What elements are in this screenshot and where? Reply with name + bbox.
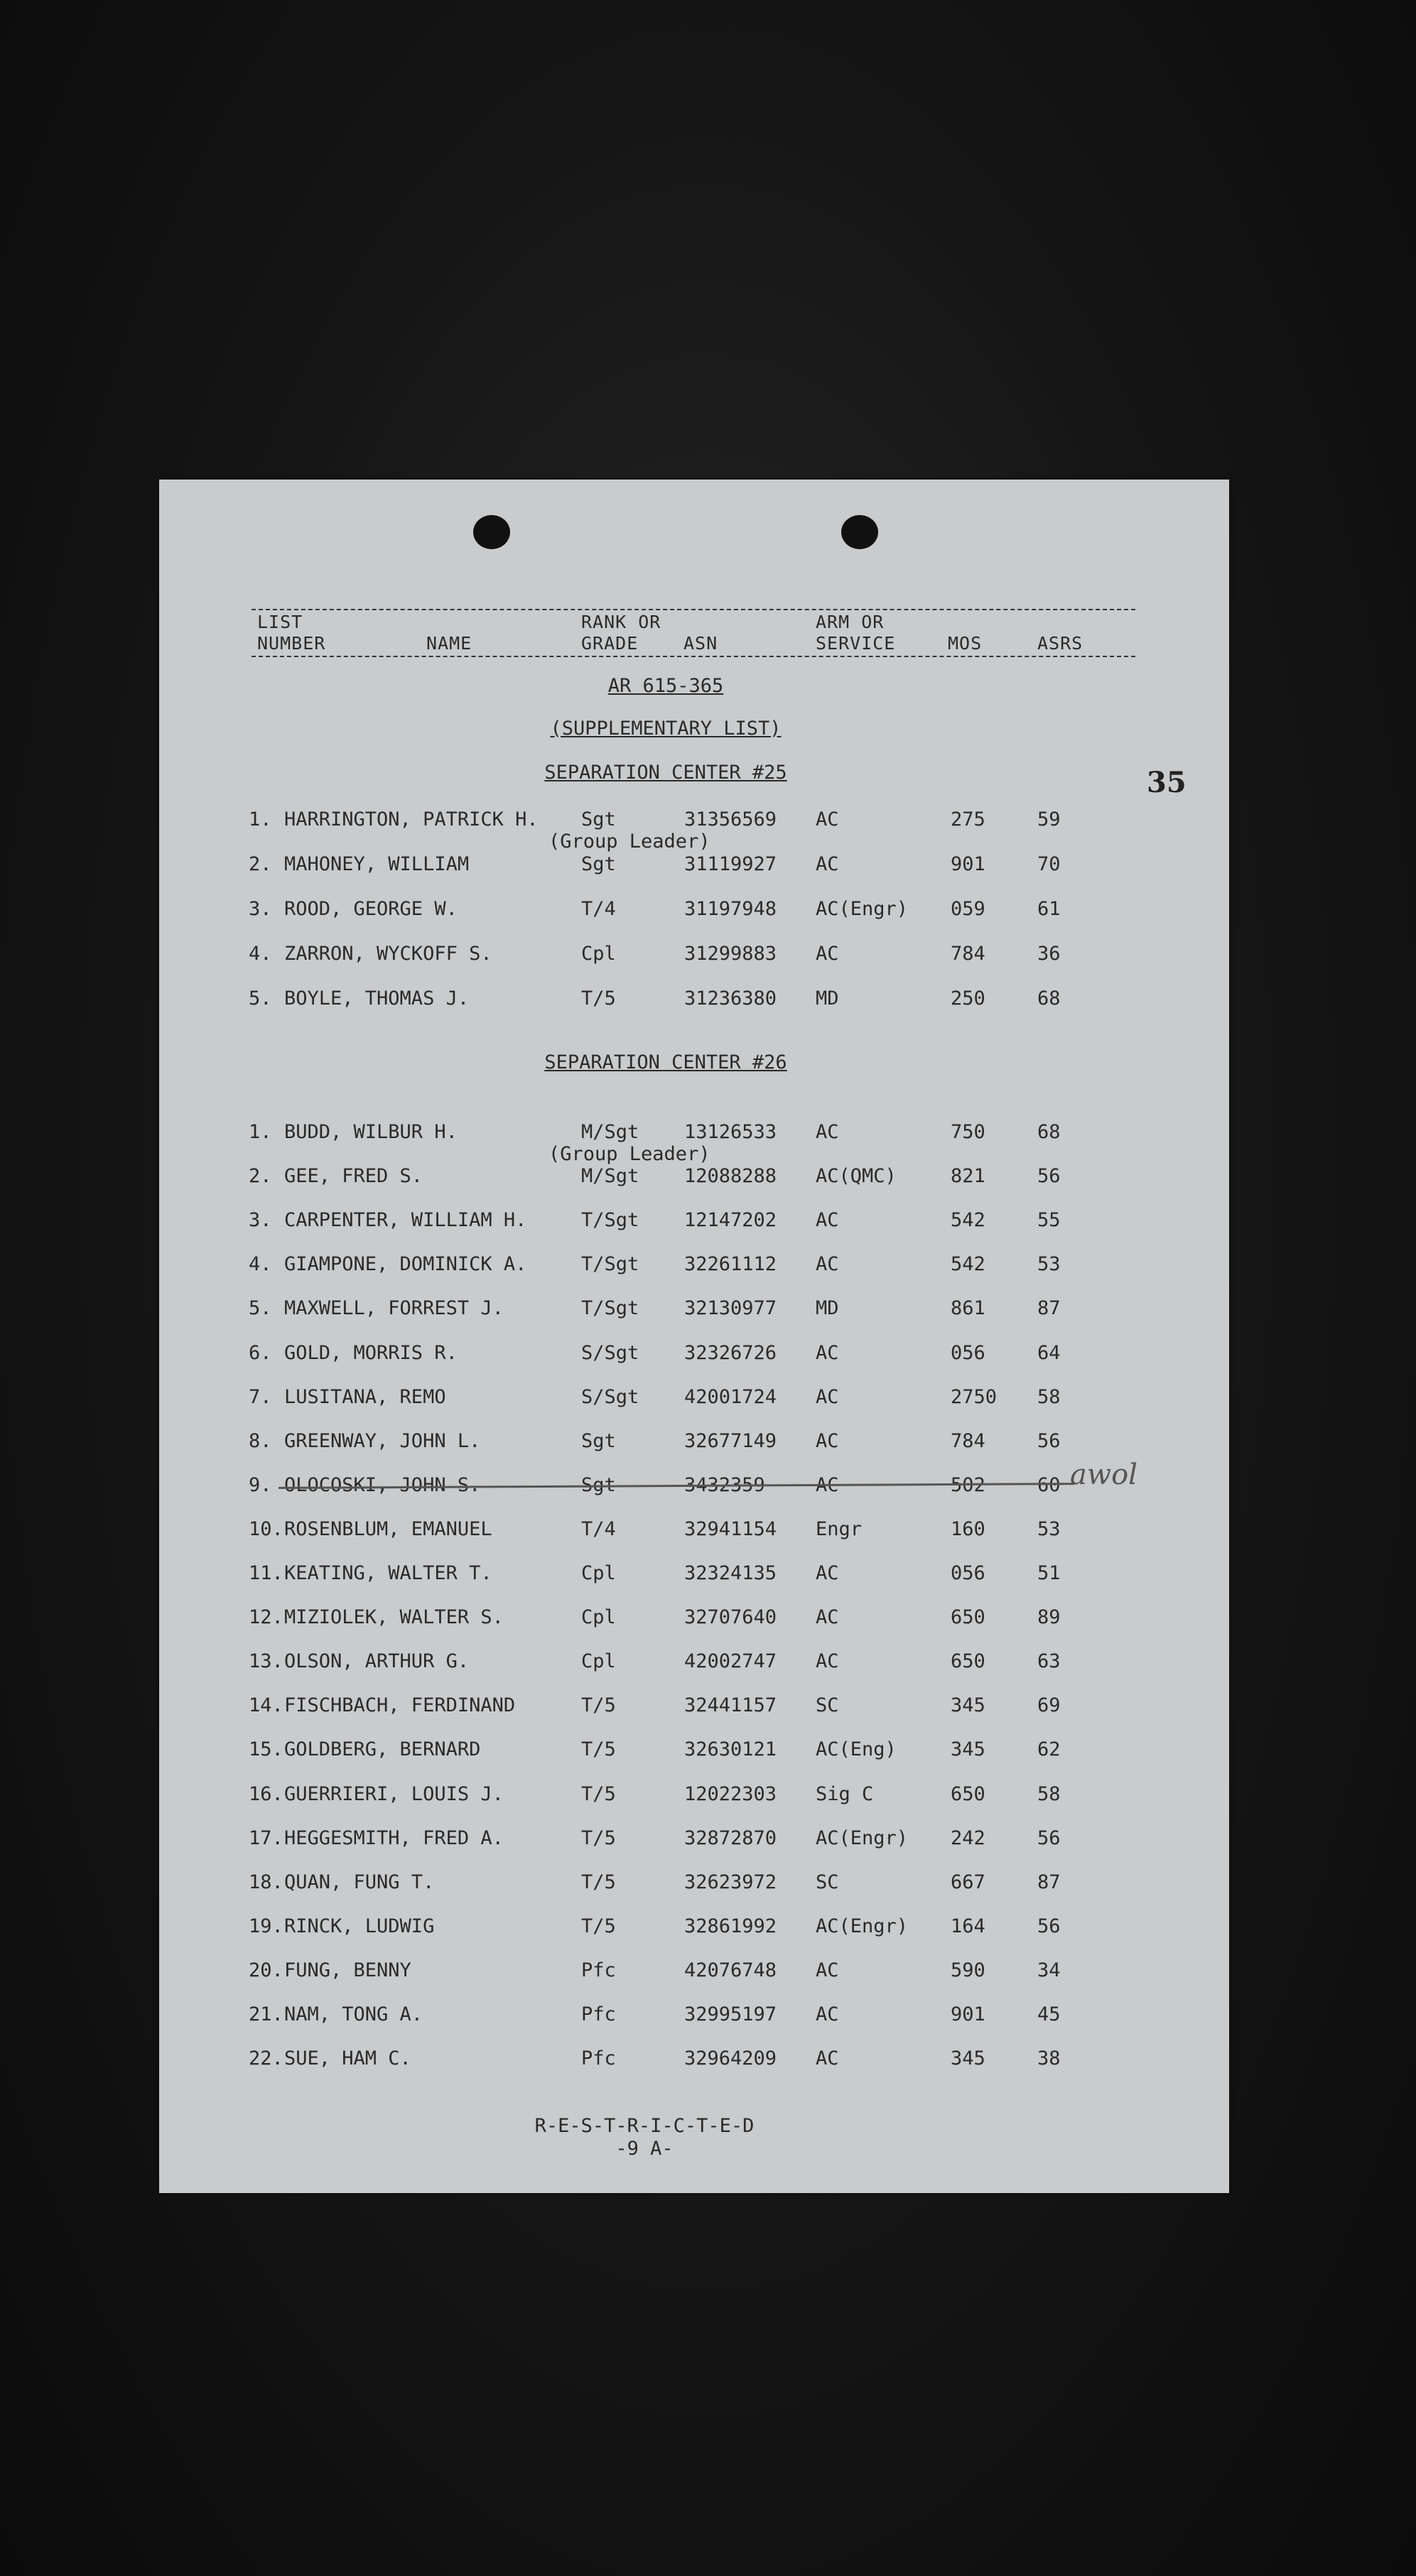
cell-arm: AC(Engr) [816, 898, 909, 920]
cell-rank: Pfc [581, 2003, 616, 2025]
cell-num: 4. [249, 943, 272, 965]
cell-name: ROOD, GEORGE W. [284, 898, 458, 920]
cell-asrs: 59 [1037, 808, 1061, 830]
cell-num: 4. [249, 1253, 272, 1275]
table-row [159, 1783, 1229, 1807]
cell-rank: T/5 [581, 1783, 616, 1805]
cell-mos: 059 [951, 898, 985, 920]
cell-asn: 31236380 [684, 987, 777, 1010]
cell-name: MIZIOLEK, WALTER S. [284, 1606, 504, 1628]
cell-asrs: 62 [1037, 1738, 1061, 1760]
cell-asn: 31197948 [684, 898, 777, 920]
cell-num: 8. [249, 1430, 272, 1452]
cell-mos: 275 [951, 808, 985, 830]
cell-rank: T/Sgt [581, 1253, 639, 1275]
cell-asn: 42076748 [684, 1959, 777, 1981]
cell-num: 9. [249, 1474, 272, 1496]
cell-name: MAHONEY, WILLIAM [284, 853, 470, 875]
cell-num: 18. [249, 1871, 283, 1893]
cell-asn: 32964209 [684, 2047, 777, 2069]
cell-mos: 821 [951, 1165, 985, 1187]
cell-name: BOYLE, THOMAS J. [284, 987, 470, 1010]
cell-arm: AC [816, 853, 839, 875]
cell-asrs: 56 [1037, 1430, 1061, 1452]
cell-asrs: 55 [1037, 1209, 1061, 1231]
header-mos: MOS [948, 633, 983, 654]
cell-asn: 32326726 [684, 1342, 777, 1364]
cell-rank: Cpl [581, 943, 616, 965]
cell-arm: AC [816, 943, 839, 965]
cell-asn: 32995197 [684, 2003, 777, 2025]
cell-rank: S/Sgt [581, 1386, 639, 1408]
cell-name: SUE, HAM C. [284, 2047, 411, 2069]
cell-rank: M/Sgt [581, 1121, 639, 1143]
cell-rank: S/Sgt [581, 1342, 639, 1364]
cell-name: GIAMPONE, DOMINICK A. [284, 1253, 527, 1275]
cell-arm: AC [816, 2047, 839, 2069]
cell-num: 7. [249, 1386, 272, 1408]
table-row [159, 1871, 1229, 1895]
cell-num: 14. [249, 1694, 283, 1716]
table-row [159, 2003, 1229, 2028]
cell-num: 17. [249, 1827, 283, 1849]
cell-mos: 650 [951, 1650, 985, 1672]
cell-mos: 345 [951, 1738, 985, 1760]
cell-asrs: 51 [1037, 1562, 1061, 1584]
cell-asn: 32861992 [684, 1915, 777, 1937]
cell-asn: 32324135 [684, 1562, 777, 1584]
cell-arm: AC [816, 1562, 839, 1584]
cell-mos: 784 [951, 943, 985, 965]
cell-arm: Sig C [816, 1783, 874, 1805]
cell-asn: 42002747 [684, 1650, 777, 1672]
header-asrs: ASRS [1037, 633, 1083, 654]
table-row [159, 943, 1229, 967]
cell-arm: AC [816, 808, 839, 830]
cell-arm: AC [816, 1342, 839, 1364]
table-row [159, 1121, 1229, 1145]
cell-rank: T/Sgt [581, 1209, 639, 1231]
cell-asrs: 45 [1037, 2003, 1061, 2025]
cell-asrs: 34 [1037, 1959, 1061, 1981]
table-row [159, 1915, 1229, 1939]
cell-asrs: 60 [1037, 1474, 1061, 1496]
cell-name: ZARRON, WYCKOFF S. [284, 943, 492, 965]
header-arm-service: ARM OR SERVICE [816, 612, 896, 654]
cell-num: 3. [249, 898, 272, 920]
table-row [159, 1209, 1229, 1233]
cell-mos: 590 [951, 1959, 985, 1981]
header-rank-grade: RANK OR GRADE [581, 612, 661, 654]
cell-arm: AC [816, 1430, 839, 1452]
cell-num: 1. [249, 808, 272, 830]
table-row [159, 1738, 1229, 1763]
cell-arm: MD [816, 987, 839, 1010]
cell-asn: 13126533 [684, 1121, 777, 1143]
cell-mos: 242 [951, 1827, 985, 1849]
cell-arm: AC [816, 1121, 839, 1143]
cell-mos: 650 [951, 1606, 985, 1628]
punch-hole-left [473, 515, 510, 549]
cell-name: MAXWELL, FORREST J. [284, 1297, 504, 1319]
cell-rank: Sgt [581, 1474, 616, 1496]
cell-arm: AC [816, 1209, 839, 1231]
cell-asrs: 58 [1037, 1783, 1061, 1805]
cell-rank: Sgt [581, 853, 616, 875]
cell-num: 10. [249, 1518, 283, 1540]
cell-mos: 542 [951, 1209, 985, 1231]
cell-num: 22. [249, 2047, 283, 2069]
cell-asn: 42001724 [684, 1386, 777, 1408]
cell-mos: 784 [951, 1430, 985, 1452]
cell-arm: MD [816, 1297, 839, 1319]
cell-asrs: 61 [1037, 898, 1061, 920]
cell-mos: 345 [951, 2047, 985, 2069]
cell-rank: Sgt [581, 808, 616, 830]
cell-asrs: 87 [1037, 1871, 1061, 1893]
table-row [159, 1165, 1229, 1189]
cell-asrs: 70 [1037, 853, 1061, 875]
table-row [159, 1342, 1229, 1366]
table-row [159, 1827, 1229, 1851]
cell-arm: AC [816, 1606, 839, 1628]
cell-name: NAM, TONG A. [284, 2003, 423, 2025]
cell-arm: SC [816, 1694, 839, 1716]
table-row [159, 1694, 1229, 1719]
header-rule-top [252, 609, 1135, 610]
cell-name: ROSENBLUM, EMANUEL [284, 1518, 492, 1540]
page-number: 35 [1147, 766, 1187, 799]
cell-name: RINCK, LUDWIG [284, 1915, 435, 1937]
cell-rank: T/Sgt [581, 1297, 639, 1319]
list-type: (SUPPLEMENTARY LIST) [550, 718, 782, 740]
cell-asn: 31299883 [684, 943, 777, 965]
cell-asn: 32677149 [684, 1430, 777, 1452]
cell-name: OLOCOSKI, JOHN S. [284, 1474, 481, 1496]
group-leader-note: (Group Leader) [548, 1143, 710, 1165]
cell-mos: 164 [951, 1915, 985, 1937]
cell-asn: 32130977 [684, 1297, 777, 1319]
cell-asn: 3432359 [684, 1474, 765, 1496]
cell-mos: 160 [951, 1518, 985, 1540]
cell-asrs: 53 [1037, 1253, 1061, 1275]
cell-name: GOLDBERG, BERNARD [284, 1738, 481, 1760]
table-row [159, 1253, 1229, 1277]
table-row [159, 1562, 1229, 1586]
cell-asrs: 89 [1037, 1606, 1061, 1628]
cell-asn: 32707640 [684, 1606, 777, 1628]
table-row [159, 1386, 1229, 1410]
cell-asrs: 53 [1037, 1518, 1061, 1540]
table-row [159, 1430, 1229, 1454]
cell-asn: 32872870 [684, 1827, 777, 1849]
cell-mos: 2750 [951, 1386, 998, 1408]
cell-asrs: 63 [1037, 1650, 1061, 1672]
document-sheet [159, 480, 1229, 2193]
cell-num: 11. [249, 1562, 283, 1584]
cell-num: 20. [249, 1959, 283, 1981]
cell-mos: 861 [951, 1297, 985, 1319]
cell-mos: 056 [951, 1342, 985, 1364]
cell-rank: Pfc [581, 1959, 616, 1981]
punch-hole-right [841, 515, 878, 549]
cell-num: 5. [249, 1297, 272, 1319]
cell-arm: AC(Engr) [816, 1915, 909, 1937]
cell-asrs: 69 [1037, 1694, 1061, 1716]
cell-arm: SC [816, 1871, 839, 1893]
section-title: SEPARATION CENTER #26 [544, 1051, 787, 1073]
cell-name: GOLD, MORRIS R. [284, 1342, 458, 1364]
header-asn: ASN [683, 633, 718, 654]
cell-rank: T/5 [581, 1738, 616, 1760]
cell-mos: 056 [951, 1562, 985, 1584]
table-row [159, 2047, 1229, 2072]
cell-asrs: 56 [1037, 1165, 1061, 1187]
cell-rank: T/5 [581, 1694, 616, 1716]
header-name: NAME [426, 633, 472, 654]
cell-name: BUDD, WILBUR H. [284, 1121, 458, 1143]
cell-arm: AC [816, 2003, 839, 2025]
cell-num: 21. [249, 2003, 283, 2025]
cell-mos: 650 [951, 1783, 985, 1805]
cell-asn: 31119927 [684, 853, 777, 875]
header-list-number: LIST NUMBER [257, 612, 326, 654]
cell-num: 2. [249, 853, 272, 875]
cell-name: GREENWAY, JOHN L. [284, 1430, 481, 1452]
cell-name: HARRINGTON, PATRICK H. [284, 808, 539, 830]
table-row [159, 1650, 1229, 1674]
page-code: -9 A- [615, 2138, 674, 2160]
cell-name: FUNG, BENNY [284, 1959, 411, 1981]
cell-rank: Sgt [581, 1430, 616, 1452]
cell-arm: Engr [816, 1518, 863, 1540]
cell-num: 2. [249, 1165, 272, 1187]
cell-mos: 901 [951, 853, 985, 875]
table-row [159, 1297, 1229, 1321]
cell-asn: 12147202 [684, 1209, 777, 1231]
cell-asrs: 87 [1037, 1297, 1061, 1319]
cell-num: 5. [249, 987, 272, 1010]
cell-arm: AC(Engr) [816, 1827, 909, 1849]
cell-mos: 542 [951, 1253, 985, 1275]
cell-asrs: 36 [1037, 943, 1061, 965]
cell-num: 3. [249, 1209, 272, 1231]
cell-asn: 31356569 [684, 808, 777, 830]
cell-arm: AC [816, 1386, 839, 1408]
cell-asn: 32630121 [684, 1738, 777, 1760]
cell-num: 15. [249, 1738, 283, 1760]
cell-name: QUAN, FUNG T. [284, 1871, 435, 1893]
cell-mos: 901 [951, 2003, 985, 2025]
cell-name: HEGGESMITH, FRED A. [284, 1827, 504, 1849]
cell-rank: T/5 [581, 1915, 616, 1937]
cell-num: 16. [249, 1783, 283, 1805]
cell-asrs: 68 [1037, 987, 1061, 1010]
cell-asn: 12022303 [684, 1783, 777, 1805]
cell-arm: AC [816, 1650, 839, 1672]
cell-name: CARPENTER, WILLIAM H. [284, 1209, 527, 1231]
regulation-reference: AR 615-365 [607, 675, 724, 697]
table-row [159, 853, 1229, 877]
cell-num: 1. [249, 1121, 272, 1143]
cell-rank: Cpl [581, 1562, 616, 1584]
restricted-marking: R-E-S-T-R-I-C-T-E-D [534, 2115, 755, 2137]
cell-arm: AC [816, 1253, 839, 1275]
section-title: SEPARATION CENTER #25 [544, 762, 787, 784]
cell-num: 19. [249, 1915, 283, 1937]
cell-rank: Pfc [581, 2047, 616, 2069]
cell-name: GUERRIERI, LOUIS J. [284, 1783, 504, 1805]
cell-rank: T/5 [581, 1827, 616, 1849]
cell-name: KEATING, WALTER T. [284, 1562, 492, 1584]
cell-asrs: 56 [1037, 1827, 1061, 1849]
table-row [159, 1606, 1229, 1630]
cell-rank: T/5 [581, 987, 616, 1010]
cell-asrs: 64 [1037, 1342, 1061, 1364]
cell-mos: 750 [951, 1121, 985, 1143]
cell-asrs: 68 [1037, 1121, 1061, 1143]
table-row [159, 987, 1229, 1012]
cell-asrs: 38 [1037, 2047, 1061, 2069]
cell-mos: 502 [951, 1474, 985, 1496]
cell-name: GEE, FRED S. [284, 1165, 423, 1187]
table-row [159, 1518, 1229, 1542]
cell-num: 12. [249, 1606, 283, 1628]
cell-rank: Cpl [581, 1650, 616, 1672]
table-row [159, 808, 1229, 833]
cell-name: OLSON, ARTHUR G. [284, 1650, 470, 1672]
cell-mos: 345 [951, 1694, 985, 1716]
table-row [159, 898, 1229, 922]
cell-mos: 667 [951, 1871, 985, 1893]
cell-asn: 32623972 [684, 1871, 777, 1893]
cell-asn: 12088288 [684, 1165, 777, 1187]
cell-num: 6. [249, 1342, 272, 1364]
cell-name: LUSITANA, REMO [284, 1386, 446, 1408]
cell-mos: 250 [951, 987, 985, 1010]
cell-arm: AC(QMC) [816, 1165, 897, 1187]
cell-num: 13. [249, 1650, 283, 1672]
cell-rank: T/4 [581, 1518, 616, 1540]
cell-arm: AC [816, 1959, 839, 1981]
cell-arm: AC(Eng) [816, 1738, 897, 1760]
cell-rank: T/5 [581, 1871, 616, 1893]
cell-rank: M/Sgt [581, 1165, 639, 1187]
cell-arm: AC [816, 1474, 839, 1496]
header-rule-bottom [252, 656, 1135, 657]
cell-rank: T/4 [581, 898, 616, 920]
cell-asrs: 56 [1037, 1915, 1061, 1937]
group-leader-note: (Group Leader) [548, 830, 710, 853]
cell-name: FISCHBACH, FERDINAND [284, 1694, 516, 1716]
table-row [159, 1959, 1229, 1984]
cell-asn: 32941154 [684, 1518, 777, 1540]
cell-asn: 32441157 [684, 1694, 777, 1716]
cell-rank: Cpl [581, 1606, 616, 1628]
handwritten-note: awol [1070, 1459, 1137, 1491]
cell-asrs: 58 [1037, 1386, 1061, 1408]
cell-asn: 32261112 [684, 1253, 777, 1275]
